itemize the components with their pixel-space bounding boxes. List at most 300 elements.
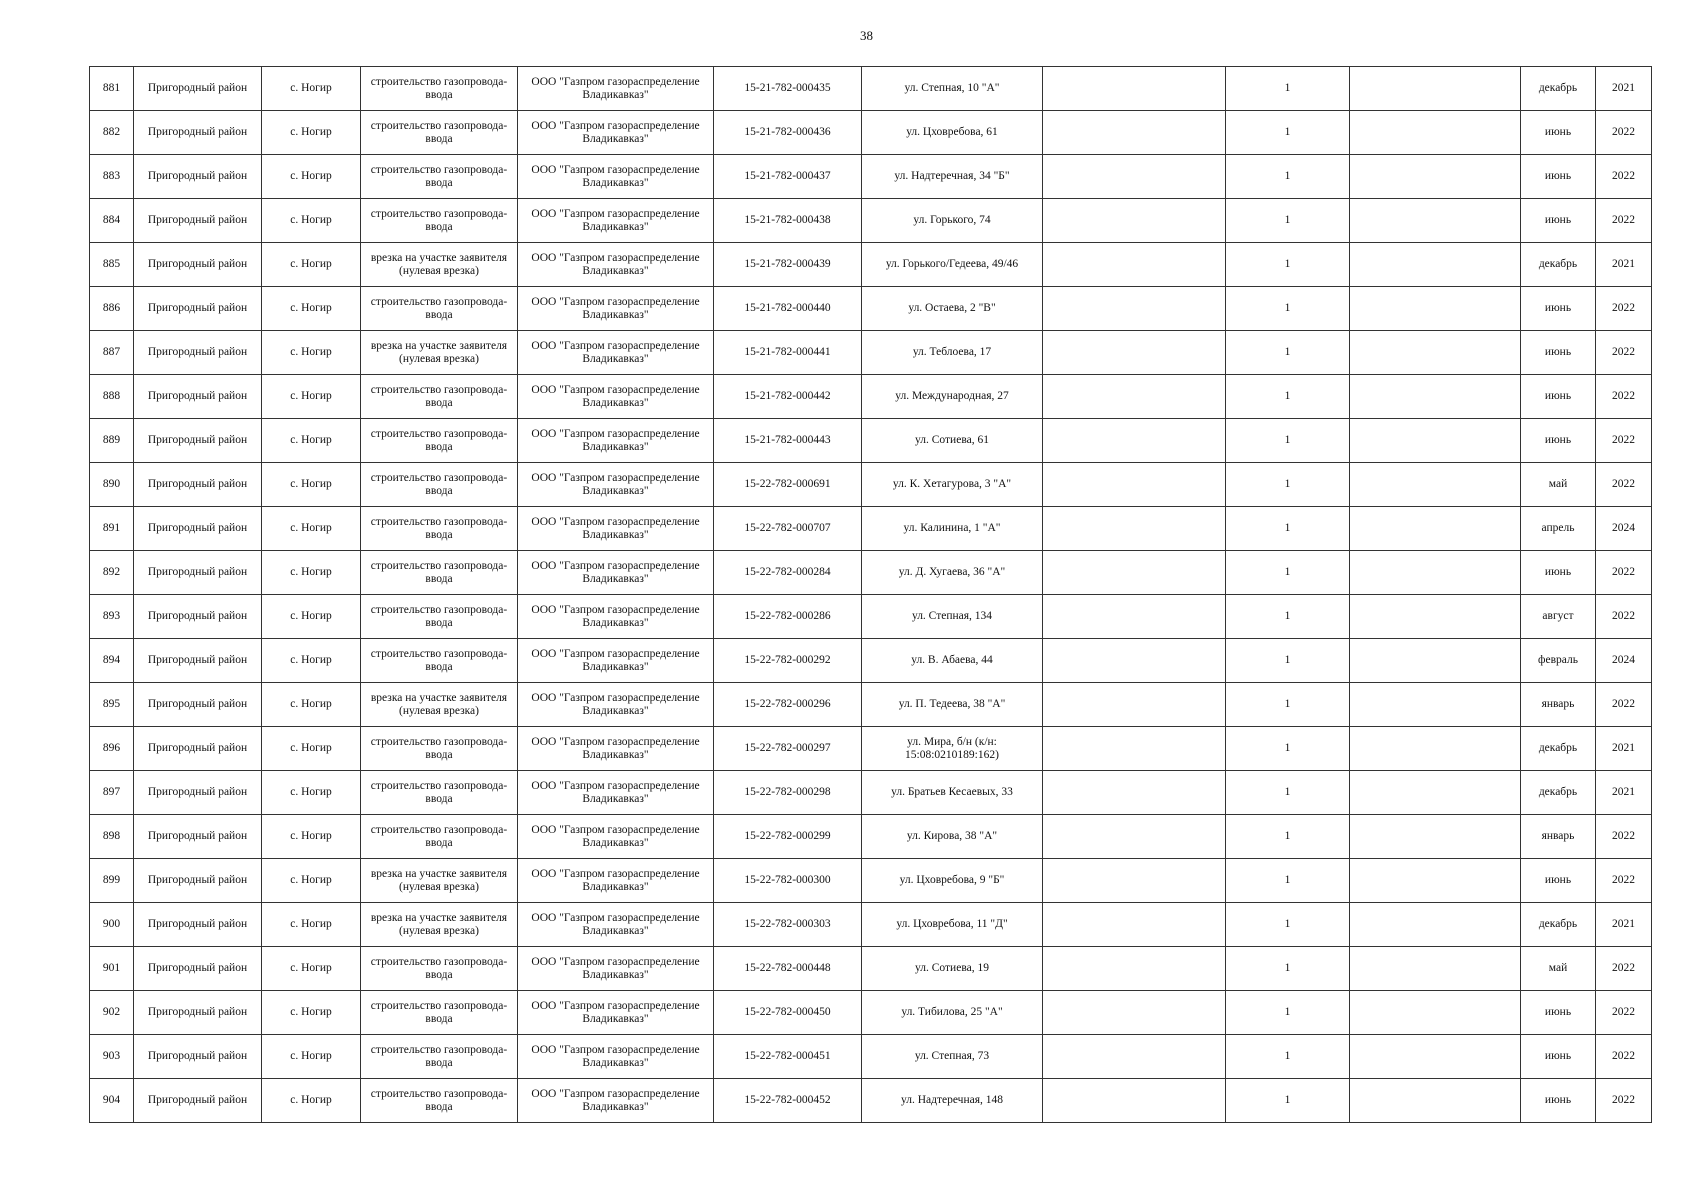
month-cell: июнь <box>1521 991 1596 1035</box>
address-cell: ул. К. Хетагурова, 3 "А" <box>862 463 1043 507</box>
quantity-cell: 1 <box>1226 1035 1350 1079</box>
table-row <box>90 947 1652 991</box>
address-cell: ул. Степная, 73 <box>862 1035 1043 1079</box>
work-type-cell: строительство газопровода-ввода <box>361 155 518 199</box>
table-row <box>90 67 1652 111</box>
empty-cell-8 <box>1043 903 1226 947</box>
application-number-cell: 15-22-782-000296 <box>714 683 862 727</box>
district-cell: Пригородный район <box>134 155 262 199</box>
quantity-cell: 1 <box>1226 507 1350 551</box>
address-cell: ул. Горького/Гедеева, 49/46 <box>862 243 1043 287</box>
page-number: 38 <box>860 28 873 43</box>
address-cell: ул. Кирова, 38 "А" <box>862 815 1043 859</box>
application-number-cell: 15-21-782-000441 <box>714 331 862 375</box>
district-cell: Пригородный район <box>134 67 262 111</box>
address-cell: ул. Цховребова, 9 "Б" <box>862 859 1043 903</box>
row-number-cell: 898 <box>90 815 134 859</box>
empty-cell-10 <box>1350 551 1521 595</box>
row-number-cell: 903 <box>90 1035 134 1079</box>
row-number-cell: 889 <box>90 419 134 463</box>
application-number-cell: 15-21-782-000440 <box>714 287 862 331</box>
table-row <box>90 419 1652 463</box>
address-cell: ул. Остаева, 2 "В" <box>862 287 1043 331</box>
district-cell: Пригородный район <box>134 859 262 903</box>
empty-cell-10 <box>1350 419 1521 463</box>
table-row <box>90 111 1652 155</box>
table-row <box>90 683 1652 727</box>
village-cell: с. Ногир <box>262 551 361 595</box>
row-number-cell: 885 <box>90 243 134 287</box>
application-number-cell: 15-22-782-000707 <box>714 507 862 551</box>
work-type-cell: врезка на участке заявителя (нулевая врезка) <box>361 331 518 375</box>
village-cell: с. Ногир <box>262 67 361 111</box>
quantity-cell: 1 <box>1226 639 1350 683</box>
row-number-cell: 881 <box>90 67 134 111</box>
row-number-cell: 890 <box>90 463 134 507</box>
month-cell: декабрь <box>1521 67 1596 111</box>
row-number-cell: 904 <box>90 1079 134 1123</box>
work-type-cell: врезка на участке заявителя (нулевая врезка) <box>361 243 518 287</box>
month-cell: декабрь <box>1521 903 1596 947</box>
year-cell: 2022 <box>1596 1079 1652 1123</box>
village-cell: с. Ногир <box>262 639 361 683</box>
address-cell: ул. Степная, 134 <box>862 595 1043 639</box>
address-cell: ул. Д. Хугаева, 36 "А" <box>862 551 1043 595</box>
empty-cell-8 <box>1043 815 1226 859</box>
work-type-cell: строительство газопровода-ввода <box>361 199 518 243</box>
empty-cell-10 <box>1350 815 1521 859</box>
year-cell: 2022 <box>1596 331 1652 375</box>
village-cell: с. Ногир <box>262 683 361 727</box>
address-cell: ул. Горького, 74 <box>862 199 1043 243</box>
row-number-cell: 891 <box>90 507 134 551</box>
year-cell: 2022 <box>1596 551 1652 595</box>
table-row <box>90 903 1652 947</box>
organization-cell: ООО "Газпром газораспределение Владикавказ" <box>518 243 714 287</box>
empty-cell-10 <box>1350 199 1521 243</box>
organization-cell: ООО "Газпром газораспределение Владикавказ" <box>518 551 714 595</box>
work-type-cell: строительство газопровода-ввода <box>361 1035 518 1079</box>
year-cell: 2022 <box>1596 111 1652 155</box>
row-number-cell: 882 <box>90 111 134 155</box>
table-row <box>90 551 1652 595</box>
quantity-cell: 1 <box>1226 859 1350 903</box>
table-row <box>90 859 1652 903</box>
work-type-cell: строительство газопровода-ввода <box>361 287 518 331</box>
organization-cell: ООО "Газпром газораспределение Владикавказ" <box>518 947 714 991</box>
application-number-cell: 15-22-782-000691 <box>714 463 862 507</box>
empty-cell-8 <box>1043 771 1226 815</box>
month-cell: июнь <box>1521 287 1596 331</box>
month-cell: июнь <box>1521 111 1596 155</box>
work-type-cell: строительство газопровода-ввода <box>361 507 518 551</box>
empty-cell-8 <box>1043 67 1226 111</box>
work-type-cell: строительство газопровода-ввода <box>361 727 518 771</box>
district-cell: Пригородный район <box>134 331 262 375</box>
district-cell: Пригородный район <box>134 771 262 815</box>
empty-cell-10 <box>1350 463 1521 507</box>
row-number-cell: 886 <box>90 287 134 331</box>
table-row <box>90 595 1652 639</box>
village-cell: с. Ногир <box>262 507 361 551</box>
year-cell: 2022 <box>1596 595 1652 639</box>
organization-cell: ООО "Газпром газораспределение Владикавказ" <box>518 991 714 1035</box>
month-cell: январь <box>1521 815 1596 859</box>
empty-cell-8 <box>1043 199 1226 243</box>
application-number-cell: 15-22-782-000298 <box>714 771 862 815</box>
district-cell: Пригородный район <box>134 639 262 683</box>
organization-cell: ООО "Газпром газораспределение Владикавказ" <box>518 903 714 947</box>
village-cell: с. Ногир <box>262 199 361 243</box>
month-cell: июнь <box>1521 199 1596 243</box>
application-number-cell: 15-21-782-000435 <box>714 67 862 111</box>
district-cell: Пригородный район <box>134 111 262 155</box>
empty-cell-10 <box>1350 991 1521 1035</box>
year-cell: 2021 <box>1596 243 1652 287</box>
address-cell: ул. Теблоева, 17 <box>862 331 1043 375</box>
village-cell: с. Ногир <box>262 243 361 287</box>
village-cell: с. Ногир <box>262 331 361 375</box>
district-cell: Пригородный район <box>134 991 262 1035</box>
empty-cell-10 <box>1350 771 1521 815</box>
address-cell: ул. П. Тедеева, 38 "А" <box>862 683 1043 727</box>
district-cell: Пригородный район <box>134 947 262 991</box>
address-cell: ул. Тибилова, 25 "А" <box>862 991 1043 1035</box>
application-number-cell: 15-22-782-000448 <box>714 947 862 991</box>
address-cell: ул. Мира, б/н (к/н: 15:08:0210189:162) <box>862 727 1043 771</box>
organization-cell: ООО "Газпром газораспределение Владикавказ" <box>518 1079 714 1123</box>
work-type-cell: строительство газопровода-ввода <box>361 111 518 155</box>
empty-cell-10 <box>1350 287 1521 331</box>
registry-table <box>89 66 1652 1123</box>
address-cell: ул. Степная, 10 "А" <box>862 67 1043 111</box>
month-cell: июнь <box>1521 551 1596 595</box>
application-number-cell: 15-21-782-000443 <box>714 419 862 463</box>
application-number-cell: 15-22-782-000286 <box>714 595 862 639</box>
table-row <box>90 463 1652 507</box>
empty-cell-10 <box>1350 1035 1521 1079</box>
empty-cell-10 <box>1350 67 1521 111</box>
organization-cell: ООО "Газпром газораспределение Владикавказ" <box>518 683 714 727</box>
village-cell: с. Ногир <box>262 463 361 507</box>
empty-cell-8 <box>1043 243 1226 287</box>
address-cell: ул. Братьев Кесаевых, 33 <box>862 771 1043 815</box>
organization-cell: ООО "Газпром газораспределение Владикавказ" <box>518 375 714 419</box>
empty-cell-10 <box>1350 595 1521 639</box>
organization-cell: ООО "Газпром газораспределение Владикавказ" <box>518 727 714 771</box>
row-number-cell: 894 <box>90 639 134 683</box>
empty-cell-10 <box>1350 639 1521 683</box>
empty-cell-8 <box>1043 331 1226 375</box>
address-cell: ул. Сотиева, 61 <box>862 419 1043 463</box>
district-cell: Пригородный район <box>134 595 262 639</box>
village-cell: с. Ногир <box>262 1079 361 1123</box>
quantity-cell: 1 <box>1226 463 1350 507</box>
quantity-cell: 1 <box>1226 947 1350 991</box>
district-cell: Пригородный район <box>134 463 262 507</box>
district-cell: Пригородный район <box>134 815 262 859</box>
work-type-cell: врезка на участке заявителя (нулевая врезка) <box>361 903 518 947</box>
row-number-cell: 901 <box>90 947 134 991</box>
work-type-cell: строительство газопровода-ввода <box>361 1079 518 1123</box>
quantity-cell: 1 <box>1226 199 1350 243</box>
village-cell: с. Ногир <box>262 727 361 771</box>
month-cell: февраль <box>1521 639 1596 683</box>
empty-cell-8 <box>1043 507 1226 551</box>
work-type-cell: строительство газопровода-ввода <box>361 375 518 419</box>
row-number-cell: 892 <box>90 551 134 595</box>
village-cell: с. Ногир <box>262 991 361 1035</box>
month-cell: июнь <box>1521 155 1596 199</box>
empty-cell-8 <box>1043 859 1226 903</box>
quantity-cell: 1 <box>1226 155 1350 199</box>
year-cell: 2022 <box>1596 859 1652 903</box>
empty-cell-10 <box>1350 859 1521 903</box>
empty-cell-10 <box>1350 1079 1521 1123</box>
row-number-cell: 899 <box>90 859 134 903</box>
month-cell: май <box>1521 463 1596 507</box>
year-cell: 2022 <box>1596 815 1652 859</box>
empty-cell-10 <box>1350 331 1521 375</box>
quantity-cell: 1 <box>1226 771 1350 815</box>
organization-cell: ООО "Газпром газораспределение Владикавказ" <box>518 463 714 507</box>
organization-cell: ООО "Газпром газораспределение Владикавказ" <box>518 199 714 243</box>
month-cell: декабрь <box>1521 243 1596 287</box>
work-type-cell: врезка на участке заявителя (нулевая врезка) <box>361 859 518 903</box>
month-cell: июнь <box>1521 1035 1596 1079</box>
year-cell: 2022 <box>1596 947 1652 991</box>
quantity-cell: 1 <box>1226 243 1350 287</box>
village-cell: с. Ногир <box>262 375 361 419</box>
empty-cell-10 <box>1350 243 1521 287</box>
empty-cell-8 <box>1043 1079 1226 1123</box>
table-row <box>90 375 1652 419</box>
district-cell: Пригородный район <box>134 683 262 727</box>
address-cell: ул. Надтеречная, 34 "Б" <box>862 155 1043 199</box>
application-number-cell: 15-22-782-000300 <box>714 859 862 903</box>
organization-cell: ООО "Газпром газораспределение Владикавказ" <box>518 639 714 683</box>
work-type-cell: строительство газопровода-ввода <box>361 991 518 1035</box>
table-row <box>90 1079 1652 1123</box>
year-cell: 2024 <box>1596 507 1652 551</box>
empty-cell-8 <box>1043 419 1226 463</box>
application-number-cell: 15-22-782-000451 <box>714 1035 862 1079</box>
empty-cell-10 <box>1350 683 1521 727</box>
year-cell: 2022 <box>1596 287 1652 331</box>
quantity-cell: 1 <box>1226 419 1350 463</box>
row-number-cell: 887 <box>90 331 134 375</box>
table-row <box>90 507 1652 551</box>
year-cell: 2024 <box>1596 639 1652 683</box>
empty-cell-10 <box>1350 155 1521 199</box>
application-number-cell: 15-22-782-000297 <box>714 727 862 771</box>
organization-cell: ООО "Газпром газораспределение Владикавказ" <box>518 1035 714 1079</box>
table-row <box>90 331 1652 375</box>
row-number-cell: 902 <box>90 991 134 1035</box>
application-number-cell: 15-22-782-000303 <box>714 903 862 947</box>
application-number-cell: 15-21-782-000438 <box>714 199 862 243</box>
district-cell: Пригородный район <box>134 551 262 595</box>
district-cell: Пригородный район <box>134 375 262 419</box>
table-row <box>90 243 1652 287</box>
quantity-cell: 1 <box>1226 287 1350 331</box>
work-type-cell: строительство газопровода-ввода <box>361 595 518 639</box>
work-type-cell: строительство газопровода-ввода <box>361 551 518 595</box>
application-number-cell: 15-21-782-000442 <box>714 375 862 419</box>
village-cell: с. Ногир <box>262 771 361 815</box>
empty-cell-8 <box>1043 287 1226 331</box>
district-cell: Пригородный район <box>134 199 262 243</box>
work-type-cell: строительство газопровода-ввода <box>361 463 518 507</box>
quantity-cell: 1 <box>1226 683 1350 727</box>
empty-cell-8 <box>1043 463 1226 507</box>
empty-cell-10 <box>1350 903 1521 947</box>
table-row <box>90 1035 1652 1079</box>
organization-cell: ООО "Газпром газораспределение Владикавказ" <box>518 507 714 551</box>
month-cell: май <box>1521 947 1596 991</box>
organization-cell: ООО "Газпром газораспределение Владикавказ" <box>518 815 714 859</box>
year-cell: 2021 <box>1596 771 1652 815</box>
empty-cell-8 <box>1043 683 1226 727</box>
work-type-cell: строительство газопровода-ввода <box>361 639 518 683</box>
year-cell: 2022 <box>1596 991 1652 1035</box>
district-cell: Пригородный район <box>134 243 262 287</box>
village-cell: с. Ногир <box>262 595 361 639</box>
empty-cell-10 <box>1350 507 1521 551</box>
empty-cell-8 <box>1043 595 1226 639</box>
application-number-cell: 15-22-782-000284 <box>714 551 862 595</box>
empty-cell-8 <box>1043 727 1226 771</box>
quantity-cell: 1 <box>1226 727 1350 771</box>
empty-cell-8 <box>1043 111 1226 155</box>
quantity-cell: 1 <box>1226 375 1350 419</box>
row-number-cell: 897 <box>90 771 134 815</box>
organization-cell: ООО "Газпром газораспределение Владикавказ" <box>518 155 714 199</box>
year-cell: 2022 <box>1596 683 1652 727</box>
work-type-cell: врезка на участке заявителя (нулевая врезка) <box>361 683 518 727</box>
district-cell: Пригородный район <box>134 287 262 331</box>
address-cell: ул. Надтеречная, 148 <box>862 1079 1043 1123</box>
year-cell: 2022 <box>1596 199 1652 243</box>
row-number-cell: 895 <box>90 683 134 727</box>
table-row <box>90 771 1652 815</box>
organization-cell: ООО "Газпром газораспределение Владикавказ" <box>518 859 714 903</box>
row-number-cell: 900 <box>90 903 134 947</box>
empty-cell-10 <box>1350 947 1521 991</box>
quantity-cell: 1 <box>1226 551 1350 595</box>
quantity-cell: 1 <box>1226 111 1350 155</box>
district-cell: Пригородный район <box>134 903 262 947</box>
quantity-cell: 1 <box>1226 595 1350 639</box>
row-number-cell: 893 <box>90 595 134 639</box>
village-cell: с. Ногир <box>262 947 361 991</box>
application-number-cell: 15-21-782-000436 <box>714 111 862 155</box>
table-row <box>90 199 1652 243</box>
application-number-cell: 15-21-782-000439 <box>714 243 862 287</box>
table-row <box>90 991 1652 1035</box>
quantity-cell: 1 <box>1226 815 1350 859</box>
address-cell: ул. Цховребова, 61 <box>862 111 1043 155</box>
organization-cell: ООО "Газпром газораспределение Владикавказ" <box>518 771 714 815</box>
quantity-cell: 1 <box>1226 331 1350 375</box>
row-number-cell: 883 <box>90 155 134 199</box>
year-cell: 2022 <box>1596 375 1652 419</box>
application-number-cell: 15-22-782-000292 <box>714 639 862 683</box>
month-cell: декабрь <box>1521 727 1596 771</box>
quantity-cell: 1 <box>1226 1079 1350 1123</box>
year-cell: 2021 <box>1596 903 1652 947</box>
village-cell: с. Ногир <box>262 815 361 859</box>
address-cell: ул. Цховребова, 11 "Д" <box>862 903 1043 947</box>
village-cell: с. Ногир <box>262 859 361 903</box>
application-number-cell: 15-22-782-000450 <box>714 991 862 1035</box>
month-cell: август <box>1521 595 1596 639</box>
work-type-cell: строительство газопровода-ввода <box>361 947 518 991</box>
village-cell: с. Ногир <box>262 287 361 331</box>
quantity-cell: 1 <box>1226 991 1350 1035</box>
table-row <box>90 727 1652 771</box>
year-cell: 2022 <box>1596 419 1652 463</box>
month-cell: январь <box>1521 683 1596 727</box>
row-number-cell: 888 <box>90 375 134 419</box>
organization-cell: ООО "Газпром газораспределение Владикавказ" <box>518 287 714 331</box>
quantity-cell: 1 <box>1226 67 1350 111</box>
year-cell: 2022 <box>1596 463 1652 507</box>
empty-cell-8 <box>1043 375 1226 419</box>
application-number-cell: 15-21-782-000437 <box>714 155 862 199</box>
month-cell: июнь <box>1521 419 1596 463</box>
application-number-cell: 15-22-782-000452 <box>714 1079 862 1123</box>
empty-cell-10 <box>1350 375 1521 419</box>
empty-cell-8 <box>1043 155 1226 199</box>
work-type-cell: строительство газопровода-ввода <box>361 771 518 815</box>
address-cell: ул. Сотиева, 19 <box>862 947 1043 991</box>
application-number-cell: 15-22-782-000299 <box>714 815 862 859</box>
month-cell: июнь <box>1521 331 1596 375</box>
year-cell: 2022 <box>1596 155 1652 199</box>
empty-cell-8 <box>1043 639 1226 683</box>
address-cell: ул. В. Абаева, 44 <box>862 639 1043 683</box>
address-cell: ул. Калинина, 1 "А" <box>862 507 1043 551</box>
work-type-cell: строительство газопровода-ввода <box>361 67 518 111</box>
month-cell: июнь <box>1521 375 1596 419</box>
district-cell: Пригородный район <box>134 1035 262 1079</box>
month-cell: апрель <box>1521 507 1596 551</box>
empty-cell-8 <box>1043 991 1226 1035</box>
empty-cell-8 <box>1043 947 1226 991</box>
district-cell: Пригородный район <box>134 507 262 551</box>
year-cell: 2022 <box>1596 1035 1652 1079</box>
table-row <box>90 287 1652 331</box>
year-cell: 2021 <box>1596 727 1652 771</box>
quantity-cell: 1 <box>1226 903 1350 947</box>
village-cell: с. Ногир <box>262 419 361 463</box>
village-cell: с. Ногир <box>262 1035 361 1079</box>
village-cell: с. Ногир <box>262 155 361 199</box>
empty-cell-8 <box>1043 551 1226 595</box>
organization-cell: ООО "Газпром газораспределение Владикавказ" <box>518 331 714 375</box>
organization-cell: ООО "Газпром газораспределение Владикавказ" <box>518 111 714 155</box>
village-cell: с. Ногир <box>262 903 361 947</box>
month-cell: июнь <box>1521 859 1596 903</box>
table-row <box>90 639 1652 683</box>
empty-cell-10 <box>1350 111 1521 155</box>
district-cell: Пригородный район <box>134 1079 262 1123</box>
table-row <box>90 815 1652 859</box>
district-cell: Пригородный район <box>134 419 262 463</box>
row-number-cell: 884 <box>90 199 134 243</box>
organization-cell: ООО "Газпром газораспределение Владикавказ" <box>518 419 714 463</box>
